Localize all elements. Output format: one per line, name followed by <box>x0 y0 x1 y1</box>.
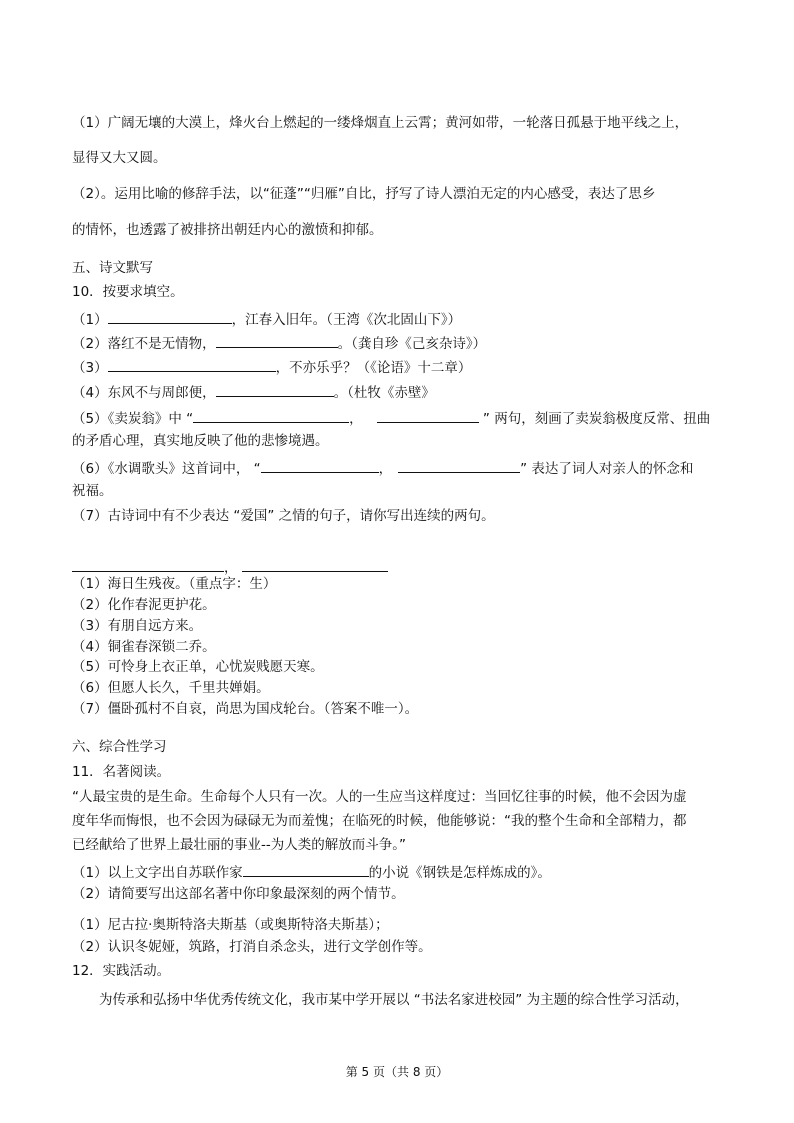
q10-item-1 <box>72 311 461 328</box>
q10-answer-2: （2）化作春泥更护花。 <box>72 597 216 613</box>
q11-sub-1 <box>72 864 551 881</box>
fill-blank[interactable] <box>242 559 388 572</box>
q10-answer-4: （4）铜雀春深锁二乔。 <box>72 639 216 655</box>
q10-item-7: （7）古诗词中有不少表达 “爱国” 之情的句子，请你写出连续的两句。 <box>72 508 495 524</box>
q10-item-3 <box>72 359 471 376</box>
quote-line-3: 已经献给了世界上最壮丽的事业--为人类的解放而斗争。” <box>72 837 406 853</box>
q10-item-6-pre: （6）《水调歌头》这首词中， “ <box>72 461 261 477</box>
q11-answer-1: （1）尼古拉·奥斯特洛夫斯基（或奥斯特洛夫斯基）； <box>72 917 389 933</box>
fill-blank[interactable] <box>216 384 334 397</box>
q11-sub-1-pre: （1）以上文字出自苏联作家 <box>72 865 243 881</box>
q10-item-5 <box>72 410 710 427</box>
q10-item-6-line-2: 祝福。 <box>72 483 113 499</box>
fill-blank[interactable] <box>261 460 379 473</box>
question-11-title: 11．名著阅读。 <box>72 764 171 780</box>
q10-item-4 <box>72 384 435 401</box>
q11-answer-2: （2）认识冬妮娅，筑路，打消自杀念头，进行文学创作等。 <box>72 939 432 955</box>
quote-line-1: “人最宝贵的是生命。生命每个人只有一次。人的一生应当这样度过：当回忆往事的时候，他不会因为虚 <box>72 789 687 805</box>
fill-blank[interactable] <box>108 311 232 324</box>
q10-answer-5: （5）可怜身上衣正单，心忧炭贱愿天寒。 <box>72 659 324 675</box>
answer-9-1-line-2: 显得又大又圆。 <box>72 150 167 166</box>
fill-blank[interactable] <box>377 410 479 423</box>
fill-blank[interactable] <box>216 335 338 348</box>
section-6-heading: 六、综合性学习 <box>72 739 167 755</box>
q10-item-7-mid: ， <box>224 560 238 576</box>
q10-item-5-post: ” 两句，刻画了卖炭翁极度反常、扭曲 <box>478 411 711 427</box>
question-10-title: 10．按要求填空。 <box>72 284 184 300</box>
q10-item-6 <box>72 460 693 477</box>
q10-answer-1: （1）海日生残夜。（重点字：生） <box>72 576 277 592</box>
q10-item-4-post: 。（杜牧《赤壁》 <box>333 385 435 401</box>
q11-sub-1-post: 的小说《钢铁是怎样炼成的》。 <box>368 865 551 881</box>
q10-item-7-blanks <box>72 559 388 576</box>
fill-blank[interactable] <box>398 460 520 473</box>
q10-item-2-pre: （2）落红不是无情物， <box>72 336 216 352</box>
q10-answer-6: （6）但愿人长久，千里共婵娟。 <box>72 680 270 696</box>
answer-9-2-line-1: （2）。运用比喻的修辞手法，以“征蓬”“归雁”自比，抒写了诗人漂泊无定的内心感受，表达了思乡 <box>72 186 656 202</box>
q10-answer-7: （7）僵卧孤村不自哀，尚思为国戍轮台。（答案不唯一）。 <box>72 701 419 717</box>
q10-item-4-pre: （4）东风不与周郎便， <box>72 385 216 401</box>
q10-item-5-mid: ， <box>349 411 363 427</box>
quote-line-2: 度年华而悔恨，也不会因为碌碌无为而羞愧；在临死的时候，他能够说：“我的整个生命和全部精力，都 <box>72 813 687 829</box>
q10-item-3-pre: （3） <box>72 360 108 376</box>
fill-blank[interactable] <box>108 359 276 372</box>
q10-item-3-post: ，不亦乐乎？（《论语》十二章） <box>275 360 472 376</box>
fill-blank[interactable] <box>72 559 224 572</box>
q10-item-6-mid: ， <box>378 461 393 477</box>
q10-item-1-post: ，江春入旧年。（王湾《次北固山下》） <box>231 312 462 328</box>
q10-item-2-post: 。（龚自珍《己亥杂诗》） <box>337 336 487 352</box>
page-footer: 第 5 页（共 8 页） <box>345 1065 449 1079</box>
q10-item-5-pre: （5）《卖炭翁》中 “ <box>72 411 194 427</box>
q11-sub-2: （2）请简要写出这部名著中你印象最深刻的两个情节。 <box>72 886 405 902</box>
q10-item-2 <box>72 335 486 352</box>
fill-blank[interactable] <box>193 410 349 423</box>
fill-blank[interactable] <box>243 864 369 877</box>
section-5-heading: 五、诗文默写 <box>72 260 153 276</box>
q10-answer-3: （3）有朋自远方来。 <box>72 618 203 634</box>
q12-paragraph: 为传承和弘扬中华优秀传统文化，我市某中学开展以 “书法名家进校园” 为主题的综合性学习活动， <box>99 992 689 1008</box>
q10-item-5-line-2: 的矛盾心理，真实地反映了他的悲惨境遇。 <box>72 433 329 449</box>
q10-item-6-post: ” 表达了词人对亲人的怀念和 <box>520 461 694 477</box>
answer-9-1-line-1: （1）广阔无壤的大漠上，烽火台上燃起的一缕烽烟直上云霄；黄河如带，一轮落日孤悬于地平线之上， <box>72 115 689 131</box>
q10-item-1-pre: （1） <box>72 312 108 328</box>
question-12-title: 12．实践活动。 <box>72 963 171 979</box>
answer-9-2-line-2: 的情怀，也透露了被排挤出朝廷内心的激愤和抑郁。 <box>72 222 383 238</box>
